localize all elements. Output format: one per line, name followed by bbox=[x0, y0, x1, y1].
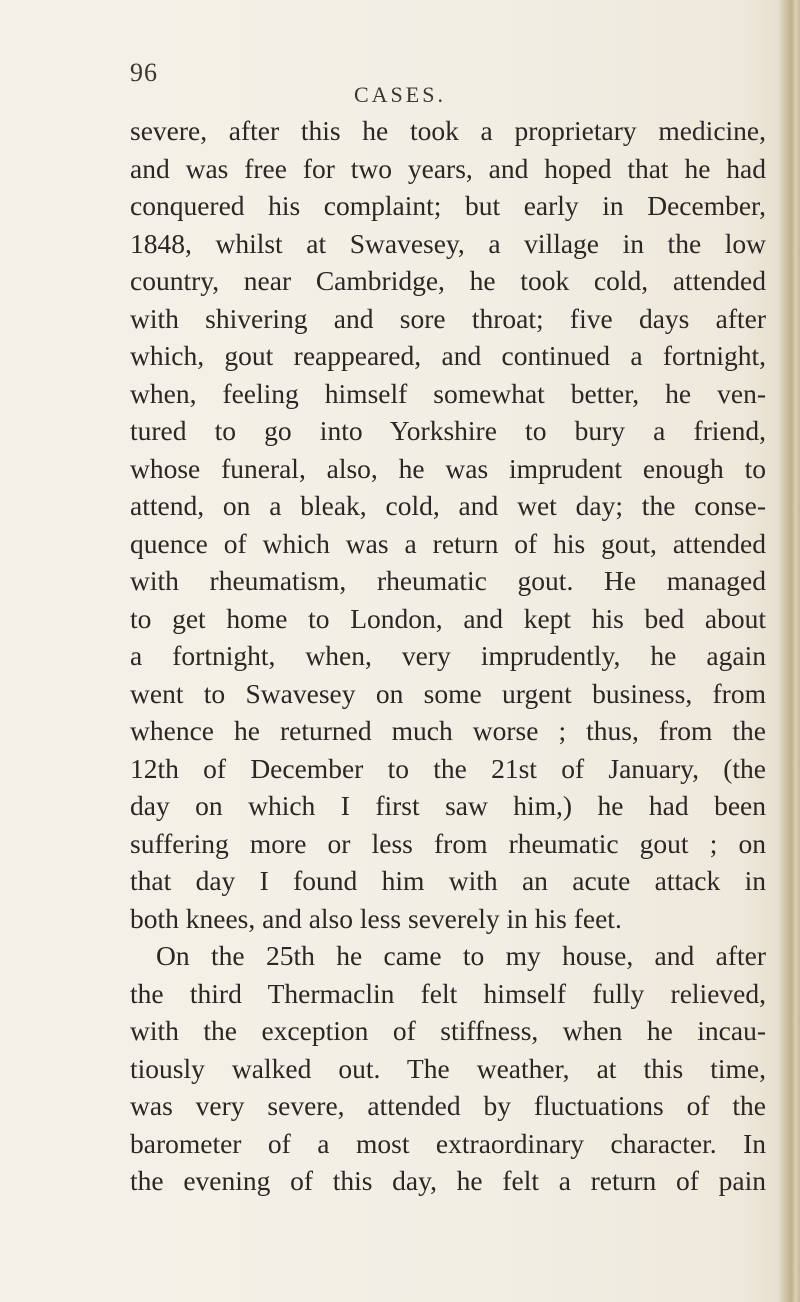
text-line: with shivering and sore throat; five days after bbox=[130, 302, 766, 334]
page-number: 96 bbox=[130, 58, 158, 87]
text-line: conquered his complaint; but early in December, bbox=[130, 190, 766, 221]
text-line: both knees, and also less severely in his feet. bbox=[130, 902, 622, 934]
text-line: that day I found him with an acute attack in bbox=[130, 865, 766, 896]
text-line: and was free for two years, and hoped that he had bbox=[130, 152, 766, 184]
text-line: barometer of a most extraordinary character. In bbox=[130, 1127, 766, 1159]
text-line: which, gout reappeared, and continued a fortnight, bbox=[130, 340, 766, 371]
text-line: a fortnight, when, very imprudently, he again bbox=[130, 640, 766, 671]
text-line: quence of which was a return of his gout, attended bbox=[130, 527, 766, 559]
text-line: went to Swavesey on some urgent business, from bbox=[130, 677, 766, 709]
page-edge-shadow bbox=[778, 0, 800, 1302]
text-line: tiously walked out. The weather, at this time, bbox=[130, 1052, 766, 1084]
text-line: whose funeral, also, he was imprudent enough to bbox=[130, 452, 766, 484]
text-line: 1848, whilst at Swavesey, a village in the low bbox=[130, 227, 766, 259]
text-line: severe, after this he took a proprietary medicine, bbox=[130, 115, 766, 146]
text-line: day on which I first saw him,) he had been bbox=[130, 790, 766, 821]
text-line: whence he returned much worse ; thus, from the bbox=[130, 715, 766, 746]
text-line: attend, on a bleak, cold, and wet day; the conse- bbox=[130, 490, 766, 521]
body-text bbox=[130, 112, 766, 1200]
text-line: tured to go into Yorkshire to bury a friend, bbox=[130, 415, 766, 446]
text-line: the third Thermaclin felt himself fully relieved, bbox=[130, 977, 766, 1009]
text-line: to get home to London, and kept his bed about bbox=[130, 602, 766, 634]
text-line: when, feeling himself somewhat better, he ven- bbox=[130, 377, 766, 409]
text-line: with the exception of stiffness, when he incau- bbox=[130, 1015, 766, 1046]
text-line: the evening of this day, he felt a return of pain bbox=[130, 1165, 766, 1196]
text-line: was very severe, attended by fluctuations of the bbox=[130, 1090, 766, 1121]
running-head: CASES. bbox=[354, 82, 446, 107]
text-line: suffering more or less from rheumatic gout ; on bbox=[130, 827, 766, 859]
text-line: On the 25th he came to my house, and after bbox=[156, 940, 766, 971]
text-line: with rheumatism, rheumatic gout. He managed bbox=[130, 565, 766, 596]
text-line: 12th of December to the 21st of January, (the bbox=[130, 752, 766, 784]
text-line: country, near Cambridge, he took cold, attended bbox=[130, 265, 766, 296]
